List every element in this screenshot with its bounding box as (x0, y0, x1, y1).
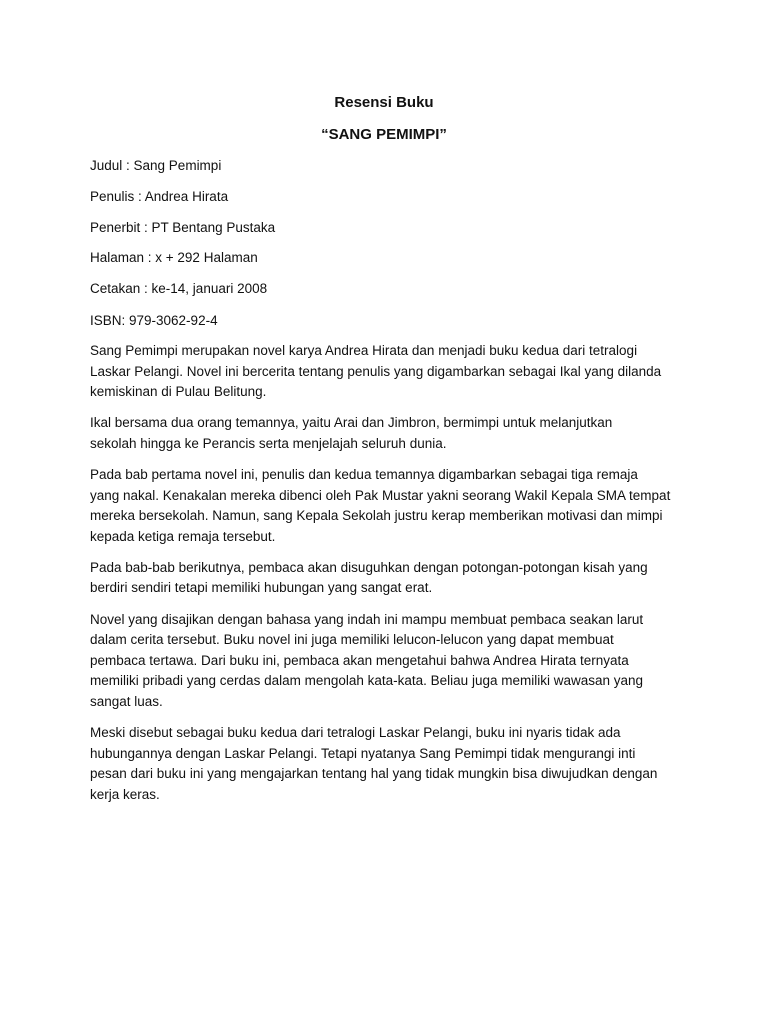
text-line: Meski disebut sebagai buku kedua dari tetralogi Laskar Pelangi, buku ini nyaris tidak ada (90, 725, 621, 740)
text-line: Pada bab pertama novel ini, penulis dan kedua temannya digambarkan sebagai tiga remaja (90, 466, 638, 482)
text-line: mereka bersekolah. Namun, sang Kepala Sekolah justru kerap memberikan motivasi dan mimpi (90, 508, 663, 524)
paragraph (90, 465, 680, 547)
text-line: berdiri sendiri tetapi memiliki hubungan yang sangat erat. (90, 580, 433, 596)
text-line: hubungannya dengan Laskar Pelangi. Tetapi nyatanya Sang Pemimpi tidak mengurangi inti (90, 745, 636, 761)
text-line: Novel yang disajikan dengan bahasa yang indah ini mampu membuat pembaca seakan larut (90, 611, 644, 627)
meta-halaman: Halaman : x + 292 Halaman (90, 250, 258, 265)
document-title: Resensi Buku (334, 94, 434, 111)
text-line: sekolah hingga ke Perancis serta menjelajah seluruh dunia. (90, 435, 447, 451)
text-line: dalam cerita tersebut. Buku novel ini juga memiliki lelucon-lelucon yang dapat membuat (90, 632, 614, 648)
meta-penerbit: Penerbit : PT Bentang Pustaka (90, 220, 276, 235)
meta-penulis: Penulis : Andrea Hirata (90, 189, 229, 204)
meta-isbn: ISBN: 979-3062-92-4 (90, 313, 218, 328)
book-title: “SANG PEMIMPI” (321, 126, 447, 143)
meta-judul: Judul : Sang Pemimpi (90, 158, 222, 173)
paragraph (90, 610, 680, 713)
text-line: Pada bab-bab berikutnya, pembaca akan disuguhkan dengan potongan-potongan kisah yang (90, 559, 648, 575)
text-line: pembaca tertawa. Dari buku ini, pembaca akan mengetahui bahwa Andrea Hirata ternyata (90, 652, 629, 668)
paragraph (90, 558, 680, 599)
paragraph (90, 341, 680, 403)
text-line: Sang Pemimpi merupakan novel karya Andrea Hirata dan menjadi buku kedua dari tetralogi (90, 343, 638, 358)
meta-cetakan: Cetakan : ke-14, januari 2008 (90, 281, 268, 296)
text-line: yang nakal. Kenakalan mereka dibenci oleh Pak Mustar yakni seorang Wakil Kepala SMA tempat (90, 487, 671, 503)
text-line: memiliki pribadi yang cerdas dalam mengolah kata-kata. Beliau juga memiliki wawasan yang (90, 673, 644, 689)
paragraph (90, 723, 680, 805)
text-line: Ikal bersama dua orang temannya, yaitu Arai dan Jimbron, bermimpi untuk melanjutkan (90, 415, 613, 431)
paragraph (90, 413, 680, 454)
review-body (90, 341, 680, 816)
text-line: kerja keras. (90, 786, 160, 802)
text-line: kemiskinan di Pulau Belitung. (90, 384, 267, 400)
text-line: kepada ketiga remaja tersebut. (90, 528, 276, 544)
text-line: Laskar Pelangi. Novel ini bercerita tentang penulis yang digambarkan sebagai Ikal yang dilanda (90, 363, 662, 379)
text-line: pesan dari buku ini yang mengajarkan tentang hal yang tidak mungkin bisa diwujudkan dengan (90, 766, 658, 782)
text-line: sangat luas. (90, 693, 163, 709)
